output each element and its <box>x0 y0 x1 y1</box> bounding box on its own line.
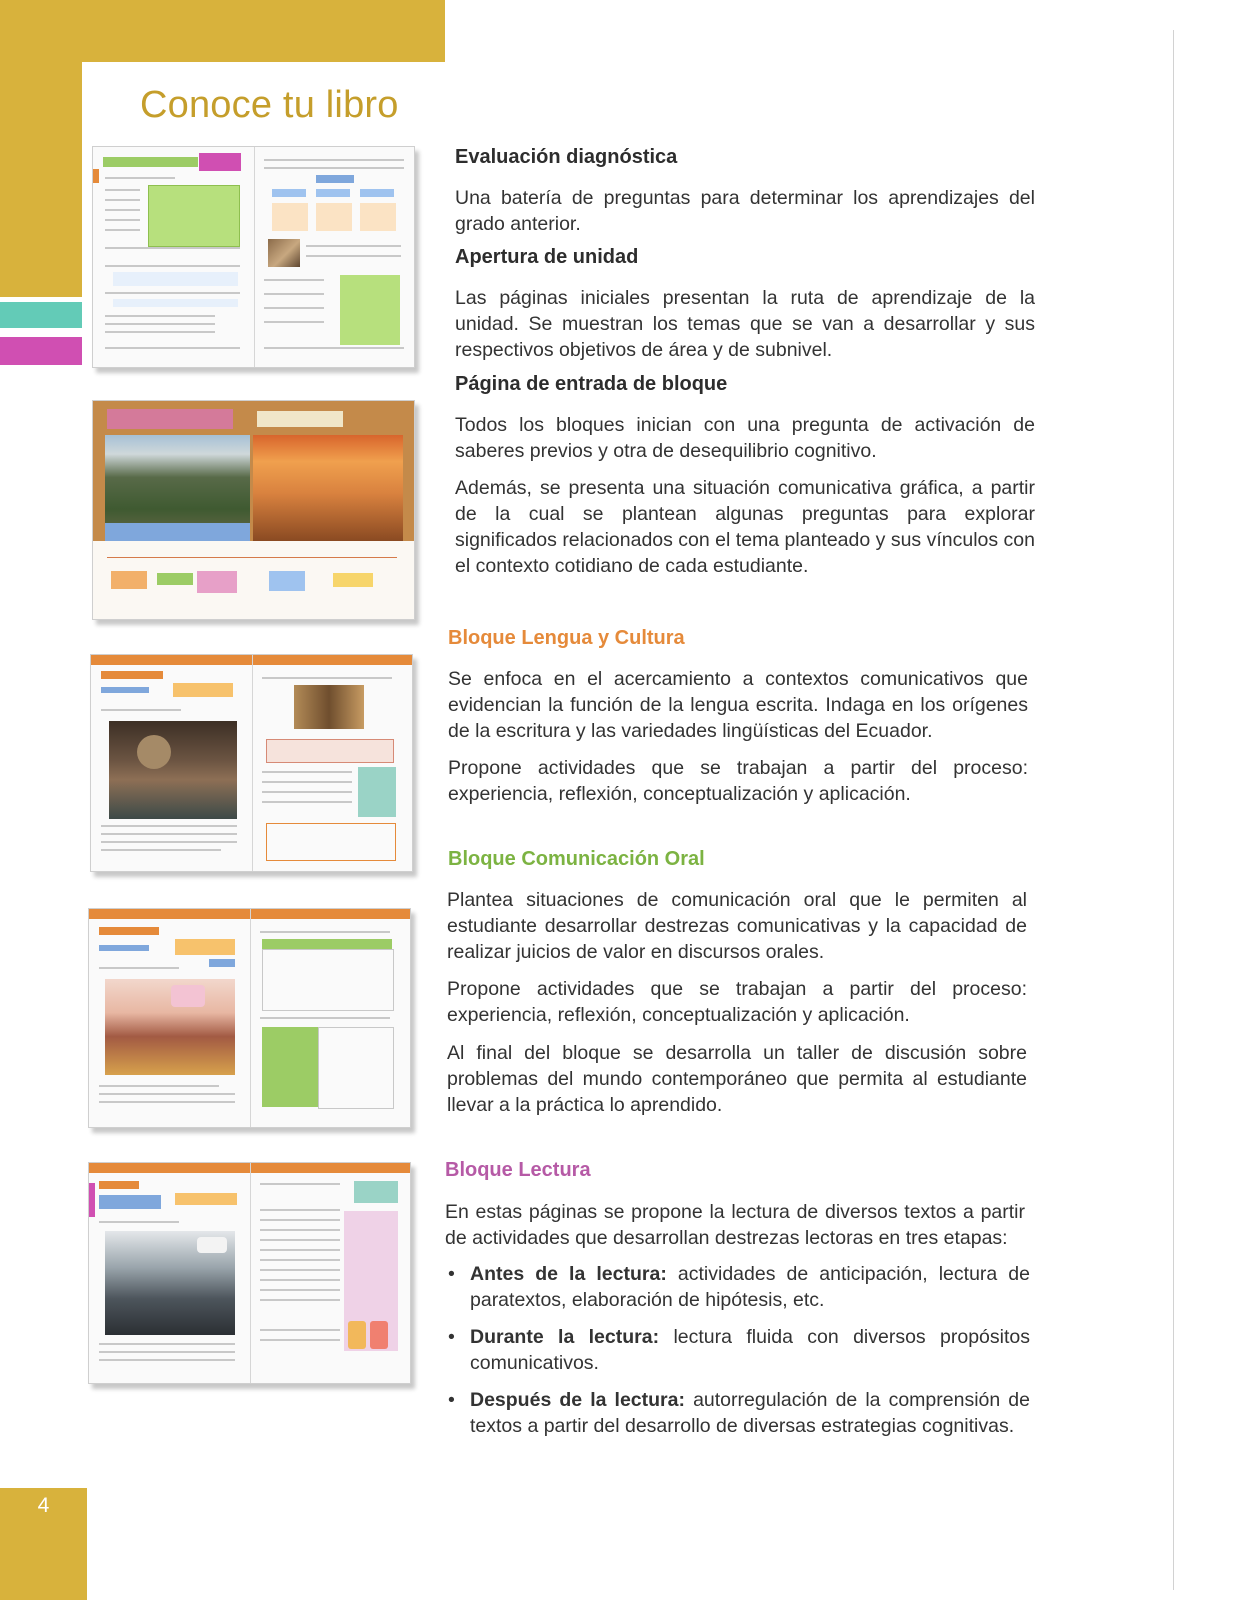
book-spread-comunicacion-oral-icon <box>88 908 411 1128</box>
book-spread-bloque-entrada-icon <box>92 400 415 620</box>
top-gold-band <box>0 0 445 62</box>
teal-tab-marker <box>0 302 82 328</box>
text-oral-2: Propone actividades que se trabajan a partir del proceso: experiencia, reflexión, conceptualización y aplicación. <box>447 978 1027 1026</box>
heading-comunicacion-oral: Bloque Comunicación Oral <box>448 848 705 870</box>
lectura-stages-list <box>445 1261 1030 1450</box>
book-spread-lectura-icon <box>88 1162 411 1384</box>
heading-entrada: Página de entrada de bloque <box>455 373 728 395</box>
book-spread-evaluacion-icon <box>92 146 415 368</box>
text-apertura: Las páginas iniciales presentan la ruta de aprendizaje de la unidad. Se muestran los temas que se van a desarrollar y sus respectivos objetivos de área y de subnivel. <box>455 287 1035 361</box>
text-entrada-1: Todos los bloques inician con una pregunta de activación de saberes previos y otra de desequilibrio cognitivo. <box>455 414 1035 462</box>
book-spread-lengua-cultura-icon <box>90 654 413 872</box>
heading-lengua-cultura: Bloque Lengua y Cultura <box>448 627 685 649</box>
text-oral-3: Al final del bloque se desarrolla un taller de discusión sobre problemas del mundo contemporáneo que permita al estudiante llevar a la práctica lo aprendido. <box>447 1042 1027 1116</box>
heading-evaluacion: Evaluación diagnóstica <box>455 146 678 168</box>
text-lectura: En estas páginas se propone la lectura de diversos textos a partir de actividades que desarrollan destrezas lectoras en tres etapas: <box>445 1201 1025 1249</box>
left-gold-band <box>0 62 82 297</box>
text-lengua-1: Se enfoca en el acercamiento a contextos comunicativos que evidencian la función de la lengua escrita. Indaga en los orígenes de la escritura y las variedades lingüísticas del Ecuador. <box>448 668 1028 742</box>
list-item: • Después de la lectura: autorregulación de la comprensión de textos a partir del desarrollo de diversas estrategias cognitivas. <box>445 1387 1030 1439</box>
text-evaluacion: Una batería de preguntas para determinar los aprendizajes del grado anterior. <box>455 187 1035 235</box>
heading-apertura: Apertura de unidad <box>455 246 639 268</box>
page-title: Conoce tu libro <box>140 84 399 126</box>
heading-lectura: Bloque Lectura <box>445 1159 591 1181</box>
text-lengua-2: Propone actividades que se trabajan a partir del proceso: experiencia, reflexión, conceptualización y aplicación. <box>448 757 1028 805</box>
text-entrada-2: Además, se presenta una situación comunicativa gráfica, a partir de la cual se plantean algunas preguntas para explorar significados relacionados con el tema planteado y sus vínculos con el contexto cotidiano de cada estudiante. <box>455 477 1035 577</box>
page-edge-line <box>1173 30 1174 1590</box>
magenta-tab-marker <box>0 337 82 365</box>
text-oral-1: Plantea situaciones de comunicación oral que le permiten al estudiante desarrollar destrezas comunicativas y la capacidad de realizar juicios de valor en discursos orales. <box>447 889 1027 963</box>
list-item: • Antes de la lectura: actividades de anticipación, lectura de paratextos, elaboración de hipótesis, etc. <box>445 1261 1030 1313</box>
list-item: • Durante la lectura: lectura fluida con diversos propósitos comunicativos. <box>445 1324 1030 1376</box>
page-number: 4 <box>37 1494 50 1517</box>
